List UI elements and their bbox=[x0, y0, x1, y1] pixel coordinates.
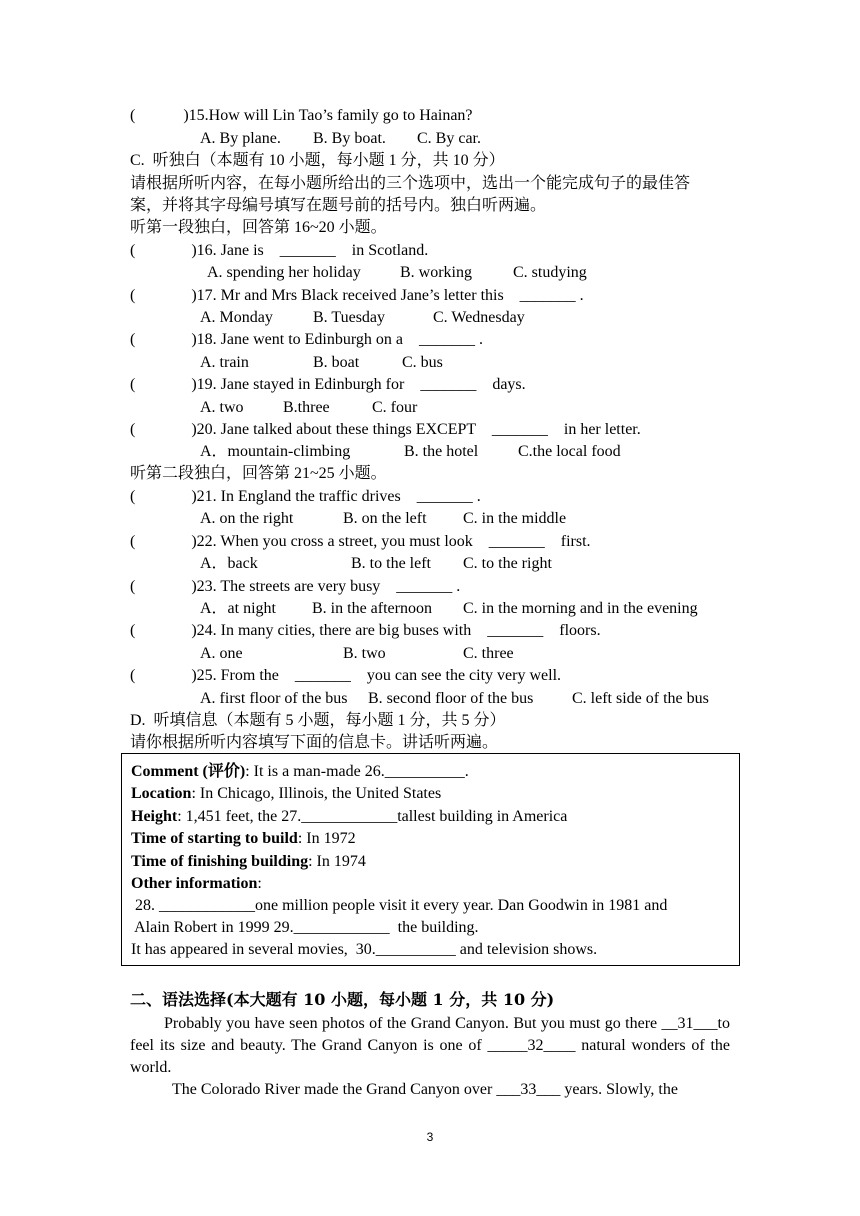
q16-option-a: A. spending her holiday bbox=[207, 264, 361, 281]
question-18-stem: ( )18. Jane went to Edinburgh on a _______ . bbox=[130, 331, 483, 348]
question-21-stem: ( )21. In England the traffic drives _______ . bbox=[130, 488, 481, 505]
q22-option-a: A．back bbox=[200, 555, 258, 572]
q18-option-c: C. bus bbox=[402, 354, 443, 371]
q24-option-c: C. three bbox=[463, 645, 514, 662]
q25-option-c: C. left side of the bus bbox=[572, 690, 709, 707]
start-label: Time of starting to build bbox=[131, 830, 298, 847]
question-20-stem: ( )20. Jane talked about these things EXCEPT _______ in her letter. bbox=[130, 421, 641, 438]
other-colon: : bbox=[257, 875, 262, 892]
grammar-paragraph-1: Probably you have seen photos of the Grand Canyon. But you must go there __31___to feel its size and beauty. The Grand Canyon is one of _____32____ natural wonders of the world. bbox=[130, 1015, 730, 1076]
q15-option-c: C. By car. bbox=[417, 130, 481, 147]
location-label: Location bbox=[131, 785, 192, 802]
question-25-stem: ( )25. From the _______ you can see the city very well. bbox=[130, 667, 562, 684]
part-1-heading: 听第一段独白，回答第 16~20 小题。 bbox=[130, 219, 387, 236]
q21-option-b: B. on the left bbox=[343, 510, 427, 527]
q23-option-c: C. in the morning and in the evening bbox=[463, 600, 698, 617]
q18-option-a: A. train bbox=[200, 354, 249, 371]
q21-option-a: A. on the right bbox=[200, 510, 294, 527]
section-c-instruction-1: 请根据所听内容，在每小题所给出的三个选项中，选出一个能完成句子的最佳答 bbox=[130, 175, 691, 192]
q20-option-a: A．mountain-climbing bbox=[200, 443, 351, 460]
comment-text: : It is a man-made 26.__________. bbox=[245, 763, 469, 780]
blank-30-line: It has appeared in several movies, 30.__________ and television shows. bbox=[131, 941, 598, 958]
question-24-stem: ( )24. In many cities, there are big buses with _______ floors. bbox=[130, 622, 601, 639]
q20-option-c: C.the local food bbox=[518, 443, 621, 460]
q16-option-c: C. studying bbox=[513, 264, 587, 281]
blank-28-line: 28. ____________one million people visit it every year. Dan Goodwin in 1981 and bbox=[131, 897, 668, 914]
other-label: Other information bbox=[131, 875, 258, 892]
q19-option-c: C. four bbox=[372, 399, 418, 416]
q19-option-b: B.three bbox=[283, 399, 330, 416]
page-number: 3 bbox=[426, 1130, 434, 1144]
location-row bbox=[131, 783, 441, 805]
section-d-title: D. 听填信息（本题有 5 小题，每小题 1 分，共 5 分） bbox=[130, 712, 506, 729]
q19-option-a: A. two bbox=[200, 399, 244, 416]
section-c-instruction-2: 案，并将其字母编号填写在题号前的括号内。独白听两遍。 bbox=[130, 197, 547, 214]
q15-option-b: B. By boat. bbox=[313, 130, 386, 147]
height-label: Height bbox=[131, 808, 178, 825]
q17-option-b: B. Tuesday bbox=[313, 309, 386, 326]
location-text: : In Chicago, Illinois, the United States bbox=[191, 785, 442, 802]
finish-text: : In 1974 bbox=[308, 853, 366, 870]
blank-29-line: Alain Robert in 1999 29.____________ the building. bbox=[131, 919, 479, 936]
q25-option-a: A. first floor of the bus bbox=[200, 690, 348, 707]
q17-option-a: A. Monday bbox=[200, 309, 273, 326]
height-text: : 1,451 feet, the 27.____________tallest building in America bbox=[177, 808, 568, 825]
height-row bbox=[131, 806, 567, 828]
q22-option-b: B. to the left bbox=[351, 555, 431, 572]
q22-option-c: C. to the right bbox=[463, 555, 552, 572]
section-c-title: C. 听独白（本题有 10 小题，每小题 1 分，共 10 分） bbox=[130, 152, 505, 169]
comment-row bbox=[131, 761, 469, 783]
q25-option-b: B. second floor of the bus bbox=[368, 690, 534, 707]
finish-row bbox=[131, 851, 366, 873]
comment-label: Comment (评价) bbox=[131, 763, 246, 780]
question-15-stem: ( )15.How will Lin Tao’s family go to Hainan? bbox=[130, 107, 473, 124]
q18-option-b: B. boat bbox=[313, 354, 360, 371]
q17-option-c: C. Wednesday bbox=[433, 309, 525, 326]
question-19-stem: ( )19. Jane stayed in Edinburgh for _______ days. bbox=[130, 376, 526, 393]
finish-label: Time of finishing building bbox=[131, 853, 309, 870]
q23-option-a: A．at night bbox=[200, 600, 276, 617]
section-d-instruction: 请你根据所听内容填写下面的信息卡。讲话听两遍。 bbox=[130, 734, 499, 751]
question-17-stem: ( )17. Mr and Mrs Black received Jane’s letter this _______ . bbox=[130, 287, 584, 304]
other-row bbox=[131, 873, 262, 895]
q21-option-c: C. in the middle bbox=[463, 510, 567, 527]
question-16-stem: ( )16. Jane is _______ in Scotland. bbox=[130, 242, 429, 259]
q24-option-a: A. one bbox=[200, 645, 243, 662]
question-23-stem: ( )23. The streets are very busy _______ . bbox=[130, 578, 461, 595]
question-22-stem: ( )22. When you cross a street, you must look _______ first. bbox=[130, 533, 591, 550]
part-2-heading: 听第二段独白，回答第 21~25 小题。 bbox=[130, 465, 387, 482]
q15-option-a: A. By plane. bbox=[200, 130, 281, 147]
info-card bbox=[121, 753, 740, 966]
start-text: : In 1972 bbox=[297, 830, 356, 847]
q24-option-b: B. two bbox=[343, 645, 386, 662]
grammar-paragraph-2: The Colorado River made the Grand Canyon over ___33___ years. Slowly, the bbox=[172, 1081, 678, 1098]
q20-option-b: B. the hotel bbox=[404, 443, 479, 460]
q16-option-b: B. working bbox=[400, 264, 472, 281]
start-row bbox=[131, 828, 356, 850]
q23-option-b: B. in the afternoon bbox=[312, 600, 432, 617]
section-2-title: 二、语法选择(本大题有 10 小题，每小题 1 分，共 10 分) bbox=[130, 990, 555, 1009]
